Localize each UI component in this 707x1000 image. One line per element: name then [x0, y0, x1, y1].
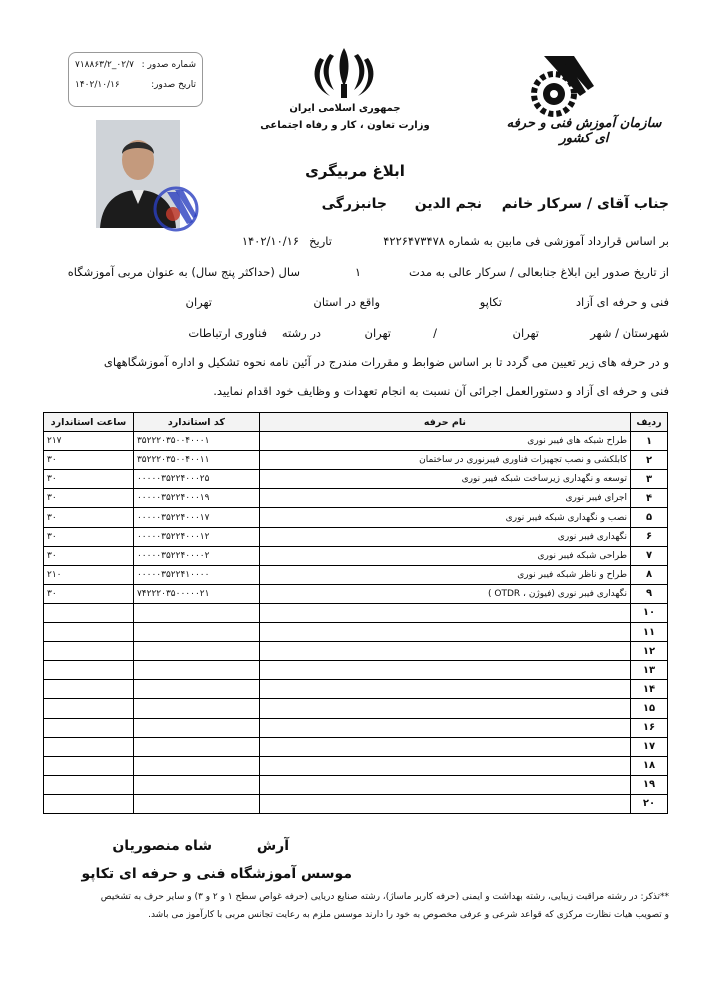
- table-row: [44, 775, 668, 794]
- header-standard-code: کد استاندارد: [133, 413, 259, 432]
- government-header: [250, 100, 440, 134]
- paragraph-line2: فنی و حرفه ای آزاد و دستورالعمل اجرائی آن نسبت به انجام تعهدات و وظایف خود اقدام نمایید.: [213, 384, 669, 398]
- row-number-cell: ۲: [631, 451, 668, 470]
- issue-info-box: [68, 52, 203, 107]
- profession-name-cell: [259, 680, 630, 699]
- profession-name-cell: [259, 737, 630, 756]
- signer-first-name: آرش: [256, 838, 289, 854]
- contract-text: بر اساس قرارداد آموزشی فی مابین به شماره: [448, 234, 669, 248]
- addressee-first-name: نجم الدین: [414, 196, 482, 212]
- standard-hours-cell: [44, 699, 134, 718]
- table-row: [44, 794, 668, 813]
- profession-name-cell: [259, 661, 630, 680]
- standard-hours-cell: ۳۰: [44, 451, 134, 470]
- standard-hours-cell: [44, 661, 134, 680]
- standard-code-cell: ۳۵۲۲۲۰۳۵۰۰۴۰۰۰۱: [133, 432, 259, 451]
- duration-value: ۱: [354, 265, 361, 279]
- standard-hours-cell: [44, 756, 134, 775]
- table-row: [44, 661, 668, 680]
- standard-hours-cell: [44, 642, 134, 661]
- institute-type: فنی و حرفه ای آزاد: [575, 295, 669, 309]
- standard-code-cell: ۷۴۲۲۲۰۳۵۰۰۰۰۰۲۱: [133, 584, 259, 603]
- standard-code-cell: [133, 718, 259, 737]
- table-row: [44, 603, 668, 622]
- standard-hours-cell: ۳۰: [44, 527, 134, 546]
- standard-code-cell: ۰۰۰۰۰۳۵۲۲۴۰۰۰۲۵: [133, 470, 259, 489]
- profession-name-cell: توسعه و نگهداری زیرساخت شبکه فیبر نوری: [259, 470, 630, 489]
- province-label: واقع در استان: [313, 295, 380, 309]
- profession-name-cell: کابلکشی و نصب تجهیزات فناوری فیبرنوری در ساختمان: [259, 451, 630, 470]
- issue-date-label: تاریخ صدور:: [151, 80, 196, 90]
- standard-code-cell: [133, 623, 259, 642]
- professions-table: [43, 412, 668, 814]
- profession-name-cell: [259, 775, 630, 794]
- standard-code-cell: ۰۰۰۰۰۳۵۲۲۴۰۰۰۰۲: [133, 546, 259, 565]
- profession-name-cell: اجرای فیبر نوری: [259, 489, 630, 508]
- standard-hours-cell: ۳۰: [44, 489, 134, 508]
- addressee-last-name: جانبزرگی: [321, 196, 387, 212]
- note-line1: **تذکر: در رشته مراقبت زیبایی، رشته بهداشت و ایمنی (حرفه کاربر ماساژ)، رشته صنایع دریایی (حرفه غواص سطح ۱ و ۲ و ۳) و سایر حرف به تشخیص: [100, 892, 669, 902]
- table-row: [44, 680, 668, 699]
- standard-code-cell: [133, 603, 259, 622]
- standard-hours-cell: [44, 603, 134, 622]
- table-row: [44, 584, 668, 603]
- stamp-icon: [153, 182, 199, 234]
- standard-code-cell: [133, 756, 259, 775]
- iran-emblem-icon: [308, 44, 380, 100]
- issue-number-label: شماره صدور :: [141, 60, 196, 70]
- table-header-row: [44, 413, 668, 432]
- table-row: [44, 508, 668, 527]
- note-line2: و تصویب هیات نظارت مرکزی که قواعد شرعی و عرفی مخصوص به خود را دارند موسس ملزم به رعایت تجانس مربی با کارآموز می باشد.: [148, 910, 669, 920]
- standard-hours-cell: [44, 775, 134, 794]
- profession-name-cell: طراح و ناظر شبکه فیبر نوری: [259, 565, 630, 584]
- profession-name-cell: [259, 603, 630, 622]
- row-number-cell: ۱۴: [631, 680, 668, 699]
- document-title: ابلاغ مربیگری: [305, 162, 405, 180]
- profession-name-cell: [259, 756, 630, 775]
- row-number-cell: ۱: [631, 432, 668, 451]
- row-number-cell: ۲۰: [631, 794, 668, 813]
- standard-hours-cell: [44, 680, 134, 699]
- table-row: [44, 699, 668, 718]
- standard-code-cell: ۳۵۲۲۲۰۳۵۰۰۴۰۰۱۱: [133, 451, 259, 470]
- standard-hours-cell: ۳۰: [44, 508, 134, 527]
- duration-text: سال (حداکثر پنج سال) به عنوان مربی آموزشگاه: [67, 265, 300, 279]
- standard-code-cell: [133, 661, 259, 680]
- header-profession-name: نام حرفه: [259, 413, 630, 432]
- table-row: [44, 718, 668, 737]
- row-number-cell: ۸: [631, 565, 668, 584]
- row-number-cell: ۱۵: [631, 699, 668, 718]
- row-number-cell: ۴: [631, 489, 668, 508]
- profession-name-cell: نگهداری فیبر نوری: [259, 527, 630, 546]
- standard-hours-cell: ۳۰: [44, 584, 134, 603]
- row-number-cell: ۷: [631, 546, 668, 565]
- header-standard-hours: ساعت استاندارد: [44, 413, 134, 432]
- standard-code-cell: [133, 699, 259, 718]
- profession-name-cell: نگهداری فیبر نوری (فیوژن ، OTDR ): [259, 584, 630, 603]
- standard-hours-cell: ۲۱۰: [44, 565, 134, 584]
- table-row: [44, 546, 668, 565]
- standard-code-cell: ۰۰۰۰۰۳۵۲۲۴۰۰۰۱۹: [133, 489, 259, 508]
- table-row: [44, 565, 668, 584]
- table-row: [44, 623, 668, 642]
- row-number-cell: ۱۶: [631, 718, 668, 737]
- contract-number: ۴۲۲۶۴۷۳۴۷۸: [383, 234, 445, 248]
- profession-name-cell: [259, 794, 630, 813]
- city-label: شهرستان / شهر: [590, 326, 669, 340]
- standard-code-cell: [133, 737, 259, 756]
- table-row: [44, 642, 668, 661]
- institute-name: تکاپو: [479, 295, 502, 309]
- standard-hours-cell: ۳۰: [44, 546, 134, 565]
- organization-name: سازمان آموزش فنی و حرفه ای کشور: [506, 116, 662, 146]
- standard-hours-cell: ۲۱۷: [44, 432, 134, 451]
- standard-code-cell: [133, 794, 259, 813]
- organization-logo-icon: [524, 52, 596, 124]
- addressee-salutation: جناب آقای / سرکار خانم: [501, 196, 669, 212]
- row-number-cell: ۱۷: [631, 737, 668, 756]
- province: تهران: [185, 295, 212, 309]
- note: [38, 888, 669, 924]
- standard-hours-cell: [44, 718, 134, 737]
- profession-name-cell: طراحی شبکه فیبر نوری: [259, 546, 630, 565]
- table-row: [44, 432, 668, 451]
- profession-name-cell: نصب و نگهداری شبکه فیبر نوری: [259, 508, 630, 527]
- row-number-cell: ۹: [631, 584, 668, 603]
- row-number-cell: ۵: [631, 508, 668, 527]
- table-row: [44, 470, 668, 489]
- table-row: [44, 451, 668, 470]
- row-number-cell: ۳: [631, 470, 668, 489]
- row-number-cell: ۱۱: [631, 623, 668, 642]
- standard-hours-cell: [44, 794, 134, 813]
- field: فناوری ارتباطات: [188, 326, 267, 340]
- profession-name-cell: [259, 699, 630, 718]
- row-number-cell: ۶: [631, 527, 668, 546]
- city-separator: /: [433, 326, 437, 340]
- standard-code-cell: ۰۰۰۰۰۳۵۲۲۴۰۰۰۱۲: [133, 527, 259, 546]
- paragraph-line1: و در حرفه های زیر تعیین می گردد تا بر اساس ضوابط و مقررات مندرج در آئین نامه نحوه تشکیل و اداره آموزشگاههای: [103, 355, 669, 369]
- standard-code-cell: [133, 680, 259, 699]
- government-line1: جمهوری اسلامی ایران: [289, 103, 401, 114]
- standard-hours-cell: ۳۰: [44, 470, 134, 489]
- contract-date-label: تاریخ: [309, 234, 332, 248]
- contract-date: ۱۴۰۲/۱۰/۱۶: [241, 234, 299, 248]
- header-row-number: ردیف: [631, 413, 668, 432]
- field-label: در رشته: [281, 326, 321, 340]
- profession-name-cell: [259, 623, 630, 642]
- issue-number-value: ۰۲/۷_۷۱۸۸۶۳/۲: [75, 60, 134, 70]
- standard-hours-cell: [44, 623, 134, 642]
- from-date-text: از تاریخ صدور این ابلاغ جنابعالی / سرکار عالی به مدت: [408, 265, 669, 279]
- table-row: [44, 756, 668, 775]
- issue-date-value: ۱۴۰۲/۱۰/۱۶: [75, 80, 120, 90]
- county: تهران: [512, 326, 539, 340]
- table-row: [44, 527, 668, 546]
- table-row: [44, 489, 668, 508]
- row-number-cell: ۱۰: [631, 603, 668, 622]
- standard-code-cell: [133, 642, 259, 661]
- row-number-cell: ۱۲: [631, 642, 668, 661]
- standard-code-cell: [133, 775, 259, 794]
- standard-hours-cell: [44, 737, 134, 756]
- profession-name-cell: [259, 718, 630, 737]
- row-number-cell: ۱۳: [631, 661, 668, 680]
- row-number-cell: ۱۸: [631, 756, 668, 775]
- signer-last-name: شاه منصوریان: [112, 838, 212, 854]
- standard-code-cell: ۰۰۰۰۰۳۵۲۲۴۱۰۰۰۰: [133, 565, 259, 584]
- profession-name-cell: [259, 642, 630, 661]
- city: تهران: [364, 326, 391, 340]
- profession-name-cell: طراح شبکه های فیبر نوری: [259, 432, 630, 451]
- row-number-cell: ۱۹: [631, 775, 668, 794]
- government-line2: وزارت تعاون ، کار و رفاه اجتماعی: [260, 120, 430, 131]
- standard-code-cell: ۰۰۰۰۰۳۵۲۲۴۰۰۰۱۷: [133, 508, 259, 527]
- table-row: [44, 737, 668, 756]
- signer-institute: موسس آموزشگاه فنی و حرفه ای تکاپو: [81, 866, 352, 882]
